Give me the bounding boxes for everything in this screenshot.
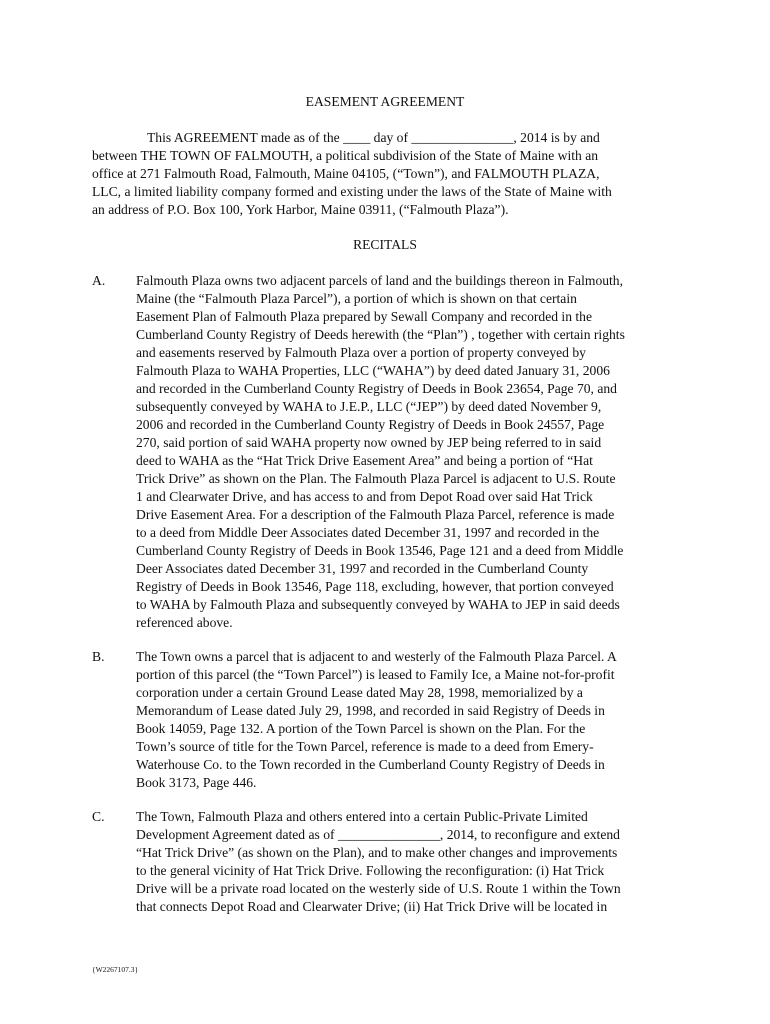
recital-b-body bbox=[136, 648, 617, 792]
intro-line: This AGREEMENT made as of the ____ day of _______________, 2014 is by and bbox=[147, 130, 600, 145]
intro-line: LLC, a limited liability company formed and existing under the laws of the State of Maine with bbox=[92, 184, 612, 199]
recital-line: to WAHA by Falmouth Plaza and subsequently conveyed by WAHA to JEP in said deeds bbox=[136, 597, 620, 612]
recitals-heading: RECITALS bbox=[353, 237, 417, 252]
recital-line: Deer Associates dated December 31, 1997 and recorded in the Cumberland County bbox=[136, 561, 589, 576]
recital-line: Town’s source of title for the Town Parcel, reference is made to a deed from Emery- bbox=[136, 739, 594, 754]
recital-line: portion of this parcel (the “Town Parcel”) is leased to Family Ice, a Maine not-for-profit bbox=[136, 667, 615, 682]
recital-line: Waterhouse Co. to the Town recorded in the Cumberland County Registry of Deeds in bbox=[136, 757, 605, 772]
recital-line: Falmouth Plaza to WAHA Properties, LLC (“WAHA”) by deed dated January 31, 2006 bbox=[136, 363, 610, 378]
recital-label: A. bbox=[92, 273, 106, 288]
recital-line: and recorded in the Cumberland County Registry of Deeds in Book 23654, Page 70, and bbox=[136, 381, 617, 396]
recital-line: Book 3173, Page 446. bbox=[136, 775, 257, 790]
recital-line: Memorandum of Lease dated July 29, 1998, and recorded in said Registry of Deeds in bbox=[136, 703, 605, 718]
intro-line: office at 271 Falmouth Road, Falmouth, Maine 04105, (“Town”), and FALMOUTH PLAZA, bbox=[92, 166, 600, 181]
recital-line: Falmouth Plaza owns two adjacent parcels of land and the buildings thereon in Falmouth, bbox=[136, 273, 624, 288]
recital-line: Registry of Deeds in Book 13546, Page 118, excluding, however, that portion conveyed bbox=[136, 579, 614, 594]
recital-line: Drive will be a private road located on the westerly side of U.S. Route 1 within the Town bbox=[136, 881, 621, 896]
recital-line: Cumberland County Registry of Deeds in Book 13546, Page 121 and a deed from Middle bbox=[136, 543, 624, 558]
recital-a-body bbox=[136, 272, 625, 632]
recital-line: corporation under a certain Ground Lease dated May 28, 1998, memorialized by a bbox=[136, 685, 583, 700]
recital-line: and easements reserved by Falmouth Plaza over a portion of property conveyed by bbox=[136, 345, 586, 360]
recital-line: subsequently conveyed by WAHA to J.E.P., LLC (“JEP”) by deed dated November 9, bbox=[136, 399, 602, 414]
recital-line: The Town, Falmouth Plaza and others entered into a certain Public-Private Limited bbox=[136, 809, 588, 824]
recital-line: Cumberland County Registry of Deeds herewith (the “Plan”) , together with certain rights bbox=[136, 327, 625, 342]
recital-label: C. bbox=[92, 809, 105, 824]
recital-line: Book 14059, Page 132. A portion of the Town Parcel is shown on the Plan. For the bbox=[136, 721, 586, 736]
recital-line: 1 and Clearwater Drive, and has access to and from Depot Road over said Hat Trick bbox=[136, 489, 593, 504]
recital-label: B. bbox=[92, 649, 105, 664]
recital-line: 2006 and recorded in the Cumberland County Registry of Deeds in Book 24557, Page bbox=[136, 417, 605, 432]
recital-line: Trick Drive” as shown on the Plan. The Falmouth Plaza Parcel is adjacent to U.S. Route bbox=[136, 471, 616, 486]
recital-line: Easement Plan of Falmouth Plaza prepared by Sewall Company and recorded in the bbox=[136, 309, 593, 324]
recital-c-body bbox=[136, 808, 621, 916]
recital-line: referenced above. bbox=[136, 615, 233, 630]
recital-line: deed to WAHA as the “Hat Trick Drive Easement Area” and being a portion of “Hat bbox=[136, 453, 593, 468]
intro-line: between THE TOWN OF FALMOUTH, a political subdivision of the State of Maine with an bbox=[92, 148, 599, 163]
recital-line: “Hat Trick Drive” (as shown on the Plan), and to make other changes and improvements bbox=[136, 845, 618, 860]
recital-line: Development Agreement dated as of _______________, 2014, to reconfigure and extend bbox=[136, 827, 620, 842]
recital-line: Drive Easement Area. For a description of the Falmouth Plaza Parcel, reference is made bbox=[136, 507, 615, 522]
recital-line: to a deed from Middle Deer Associates dated December 31, 1997 and recorded in the bbox=[136, 525, 600, 540]
intro-paragraph bbox=[92, 129, 612, 219]
recital-line: The Town owns a parcel that is adjacent to and westerly of the Falmouth Plaza Parcel. A bbox=[136, 649, 617, 664]
recital-line: 270, said portion of said WAHA property now owned by JEP being referred to in said bbox=[136, 435, 602, 450]
document-title: EASEMENT AGREEMENT bbox=[305, 94, 465, 109]
recital-line: that connects Depot Road and Clearwater Drive; (ii) Hat Trick Drive will be located in bbox=[136, 899, 608, 914]
recital-line: to the general vicinity of Hat Trick Drive. Following the reconfiguration: (i) Hat Trick bbox=[136, 863, 605, 878]
document-footer-id: {W2267107.3} bbox=[92, 965, 139, 974]
intro-line: an address of P.O. Box 100, York Harbor, Maine 03911, (“Falmouth Plaza”). bbox=[92, 202, 509, 217]
recital-line: Maine (the “Falmouth Plaza Parcel”), a portion of which is shown on that certain bbox=[136, 291, 577, 306]
